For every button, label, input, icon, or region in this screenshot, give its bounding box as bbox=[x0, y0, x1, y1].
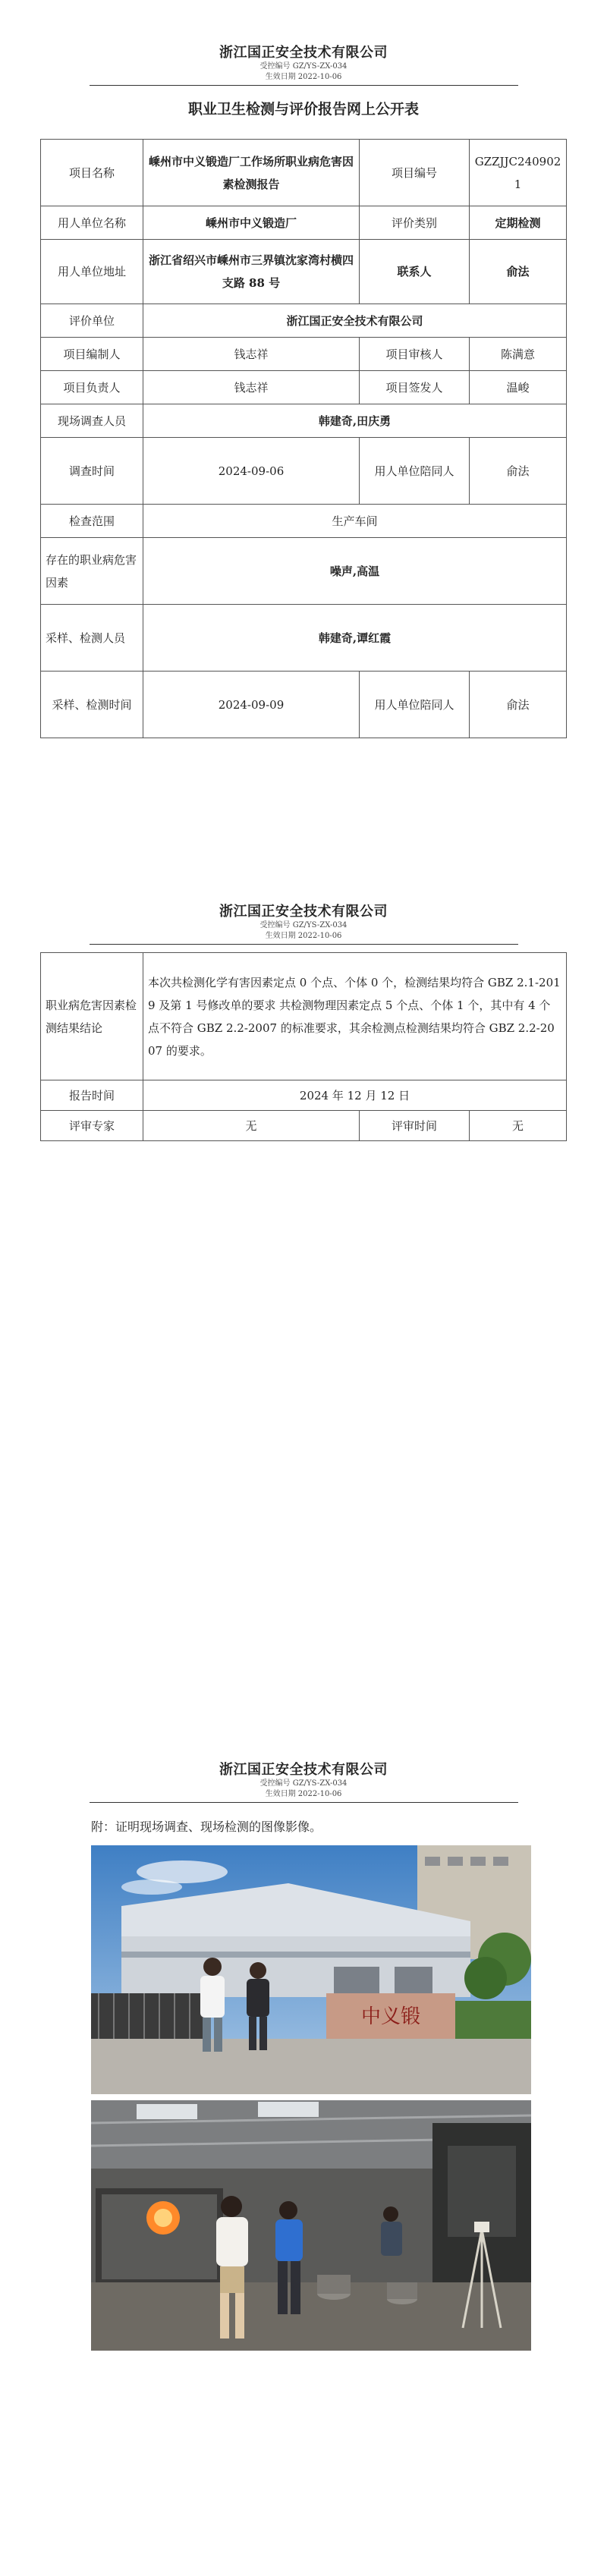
table-row bbox=[41, 338, 567, 371]
issuer-label: 项目签发人 bbox=[360, 371, 470, 404]
review-time-value: 无 bbox=[470, 1111, 567, 1141]
company-name: 浙江国正安全技术有限公司 bbox=[219, 904, 388, 920]
leader-label: 项目负责人 bbox=[41, 371, 143, 404]
eval-unit-label: 评价单位 bbox=[41, 304, 143, 338]
table-row bbox=[41, 371, 567, 404]
expert-label: 评审专家 bbox=[41, 1111, 143, 1141]
page-header bbox=[0, 1759, 607, 1803]
control-number: 受控编号 GZ/YS-ZX-034 bbox=[259, 62, 348, 71]
eval-unit-value: 浙江国正安全技术有限公司 bbox=[143, 304, 567, 338]
conclusion-value: 本次共检测化学有害因素定点 0 个点、个体 0 个，检测结果均符合 GBZ 2.1-2019 及第 1 号修改单的要求 共检测物理因素定点 5 个点、个体 1 个，其中有 4 个点不符合 GBZ 2.2-2007 的标准要求，其余检测点检测结果均符合 GBZ 2.2-2007 的要求。 bbox=[143, 953, 567, 1080]
table-row bbox=[41, 605, 567, 672]
reviewer-value: 陈满意 bbox=[470, 338, 567, 371]
effective-date: 生效日期 2022-10-06 bbox=[265, 932, 342, 940]
sampling-accompany-value: 俞法 bbox=[470, 672, 567, 738]
project-name-value: 嵊州市中义锻造厂工作场所职业病危害因素检测报告 bbox=[143, 140, 360, 206]
company-name: 浙江国正安全技术有限公司 bbox=[219, 1762, 388, 1778]
investigators-value: 韩建奇,田庆勇 bbox=[143, 404, 567, 438]
report-time-label: 报告时间 bbox=[41, 1080, 143, 1111]
samplers-value: 韩建奇,谭红霞 bbox=[143, 605, 567, 672]
control-number: 受控编号 GZ/YS-ZX-034 bbox=[259, 921, 348, 929]
page-1 bbox=[0, 42, 607, 118]
samplers-label: 采样、检测人员 bbox=[41, 605, 143, 672]
compiler-label: 项目编制人 bbox=[41, 338, 143, 371]
hazards-value: 噪声,高温 bbox=[143, 538, 567, 605]
issuer-value: 温峻 bbox=[470, 371, 567, 404]
table-row bbox=[41, 140, 567, 206]
site-photo-exterior-image bbox=[91, 1845, 531, 2094]
site-photo-exterior bbox=[91, 1845, 531, 2094]
address-label: 用人单位地址 bbox=[41, 240, 143, 304]
table-row bbox=[41, 206, 567, 240]
site-photo-workshop-image bbox=[91, 2100, 531, 2351]
compiler-value: 钱志祥 bbox=[143, 338, 360, 371]
sign-text: 中义锻 bbox=[360, 2005, 421, 2028]
header-rule bbox=[90, 85, 518, 86]
survey-accompany-label: 用人单位陪同人 bbox=[360, 438, 470, 505]
table-row bbox=[41, 404, 567, 438]
report-time-value: 2024 年 12 月 12 日 bbox=[143, 1080, 567, 1111]
table-row bbox=[41, 1111, 567, 1141]
leader-value: 钱志祥 bbox=[143, 371, 360, 404]
sampling-accompany-label: 用人单位陪同人 bbox=[360, 672, 470, 738]
header-rule bbox=[90, 1802, 518, 1803]
company-name: 浙江国正安全技术有限公司 bbox=[219, 45, 388, 61]
contact-label: 联系人 bbox=[360, 240, 470, 304]
survey-time-label: 调查时间 bbox=[41, 438, 143, 505]
contact-value: 俞法 bbox=[470, 240, 567, 304]
employer-value: 嵊州市中义锻造厂 bbox=[143, 206, 360, 240]
eval-type-label: 评价类别 bbox=[360, 206, 470, 240]
table-row bbox=[41, 304, 567, 338]
review-time-label: 评审时间 bbox=[360, 1111, 470, 1141]
survey-time-value: 2024-09-06 bbox=[143, 438, 360, 505]
eval-type-value: 定期检测 bbox=[470, 206, 567, 240]
header-rule bbox=[90, 944, 518, 945]
table-row bbox=[41, 438, 567, 505]
table-row bbox=[41, 505, 567, 538]
project-no-label: 项目编号 bbox=[360, 140, 470, 206]
attachment-note: 附：证明现场调查、现场检测的图像影像。 bbox=[91, 1820, 322, 1834]
table-row bbox=[41, 953, 567, 1080]
report-table-continued bbox=[40, 952, 567, 1141]
effective-date: 生效日期 2022-10-06 bbox=[265, 1790, 342, 1798]
sampling-time-value: 2024-09-09 bbox=[143, 672, 360, 738]
site-photo-workshop bbox=[91, 2100, 531, 2351]
investigators-label: 现场调查人员 bbox=[41, 404, 143, 438]
control-number: 受控编号 GZ/YS-ZX-034 bbox=[259, 1779, 348, 1788]
scope-value: 生产车间 bbox=[143, 505, 567, 538]
page-header bbox=[0, 901, 607, 945]
survey-accompany-value: 俞法 bbox=[470, 438, 567, 505]
project-no-value: GZZJJC2409021 bbox=[470, 140, 567, 206]
table-row bbox=[41, 240, 567, 304]
expert-value: 无 bbox=[143, 1111, 360, 1141]
address-value: 浙江省绍兴市嵊州市三界镇沈家湾村横四支路 88 号 bbox=[143, 240, 360, 304]
project-name-label: 项目名称 bbox=[41, 140, 143, 206]
page-2 bbox=[0, 901, 607, 945]
hazards-label: 存在的职业病危害因素 bbox=[41, 538, 143, 605]
scope-label: 检查范围 bbox=[41, 505, 143, 538]
page-header bbox=[0, 42, 607, 86]
table-row bbox=[41, 672, 567, 738]
table-row bbox=[41, 538, 567, 605]
employer-label: 用人单位名称 bbox=[41, 206, 143, 240]
effective-date: 生效日期 2022-10-06 bbox=[265, 73, 342, 81]
document-title: 职业卫生检测与评价报告网上公开表 bbox=[187, 101, 419, 118]
table-row bbox=[41, 1080, 567, 1111]
sampling-time-label: 采样、检测时间 bbox=[41, 672, 143, 738]
page-3 bbox=[0, 1759, 607, 1803]
report-table bbox=[40, 139, 567, 738]
conclusion-label: 职业病危害因素检测结果结论 bbox=[41, 953, 143, 1080]
reviewer-label: 项目审核人 bbox=[360, 338, 470, 371]
